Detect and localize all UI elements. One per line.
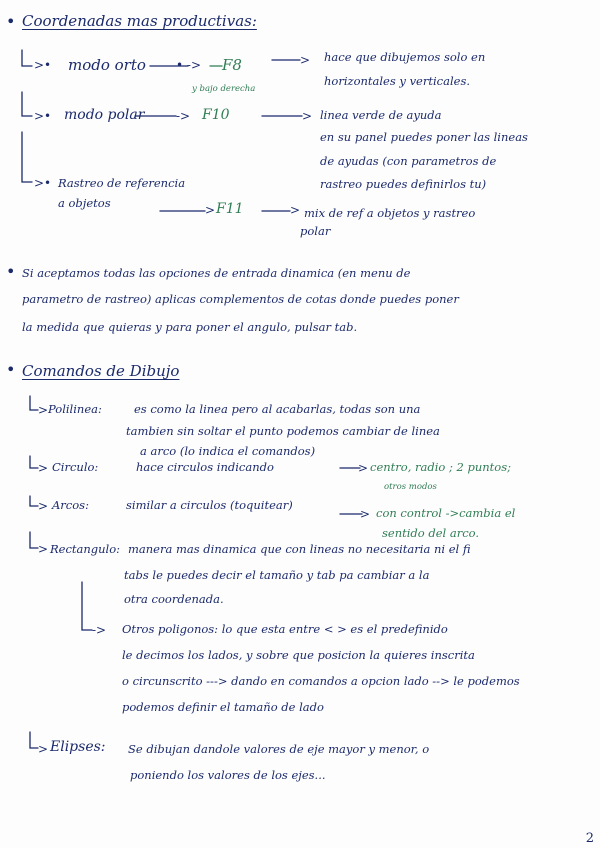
circulo-label: Circulo:	[52, 460, 99, 474]
section1-title: Coordenadas mas productivas:	[22, 12, 257, 30]
polar-desc-3: de ayudas (con parametros de	[320, 154, 497, 168]
arrow-icon: >	[38, 499, 49, 513]
section2-line-2: parametro de rastreo) aplicas complementos de cotas donde puedes poner	[22, 292, 459, 306]
page-number: 2	[585, 831, 594, 846]
orto-note: y bajo derecha	[192, 84, 256, 94]
arrow-icon: >•	[34, 176, 52, 190]
polilinea-line-1: es como la linea pero al acabarlas, todas son una	[134, 402, 421, 416]
polar-key: F10	[202, 107, 230, 123]
rastreo-label-1: Rastreo de referencia	[58, 176, 186, 190]
bullet-icon: •	[6, 360, 16, 379]
arrow-icon: >	[205, 203, 216, 217]
arrow-icon: >•	[34, 109, 52, 123]
arcos-line-1: similar a circulos (toquitear)	[126, 498, 293, 512]
polilinea-label: Polilinea:	[48, 402, 102, 416]
arrow-icon: ->	[176, 109, 191, 123]
circulo-line-1: hace circulos indicando	[136, 460, 274, 474]
rastreo-key: F11	[216, 201, 244, 217]
rectangulo-label: Rectangulo:	[50, 542, 121, 556]
arrow-icon: >	[300, 53, 311, 67]
orto-desc-1: hace que dibujemos solo en	[324, 50, 486, 64]
rectangulo-line-2: tabs le puedes decir el tamaño y tab pa cambiar a la	[124, 568, 430, 582]
arrow-icon: >	[290, 203, 301, 217]
orto-desc-2: horizontales y verticales.	[324, 74, 471, 88]
rastreo-desc-1: mix de ref a objetos y rastreo	[304, 206, 476, 220]
elipses-line-1: Se dibujan dandole valores de eje mayor y menor, o	[128, 742, 430, 756]
arcos-options-1: con control ->cambia el	[376, 506, 516, 520]
polar-desc-2: en su panel puedes poner las lineas	[320, 130, 528, 144]
elipses-line-2: poniendo los valores de los ejes...	[130, 768, 326, 782]
orto-label: modo orto	[68, 56, 146, 74]
polar-desc-4: rastreo puedes definirlos tu)	[320, 177, 487, 191]
rastreo-desc-2: polar	[300, 224, 331, 238]
arrow-icon: >•	[34, 58, 52, 72]
arrow-icon: >	[358, 461, 369, 475]
poligonos-line-4: podemos definir el tamaño de lado	[122, 700, 324, 714]
arrow-icon: >	[360, 507, 371, 521]
poligonos-line-2: le decimos los lados, y sobre que posicion la quieres inscrita	[122, 648, 475, 662]
polar-label: modo polar	[64, 107, 145, 123]
circulo-options-2: otros modos	[384, 482, 437, 492]
rectangulo-line-3: otra coordenada.	[124, 592, 224, 606]
polilinea-line-2: tambien sin soltar el punto podemos cambiar de linea	[126, 424, 440, 438]
bullet-icon: •	[6, 262, 16, 281]
orto-key: F8	[222, 56, 242, 74]
section2-line-3: la medida que quieras y para poner el angulo, pulsar tab.	[22, 320, 358, 334]
arcos-label: Arcos:	[52, 498, 89, 512]
section2-line-1: Si aceptamos todas las opciones de entrada dinamica (en menu de	[22, 266, 411, 280]
dot-arrow-icon: • ->	[176, 58, 202, 72]
arcos-options-2: sentido del arco.	[382, 526, 480, 540]
rectangulo-line-1: manera mas dinamica que con lineas no necesitaria ni el fi	[128, 542, 471, 556]
arrow-icon: >	[38, 742, 49, 756]
arrow-icon: >	[38, 461, 49, 475]
poligonos-line-3: o circunscrito ---> dando en comandos a opcion lado --> le podemos	[122, 674, 520, 688]
polar-desc-1: linea verde de ayuda	[320, 108, 442, 122]
polilinea-line-3: a arco (lo indica el comandos)	[140, 444, 316, 458]
poligonos-line-1: Otros poligonos: lo que esta entre < > es el predefinido	[122, 622, 448, 636]
rastreo-label-2: a objetos	[58, 196, 111, 210]
arrow-icon: ->	[92, 623, 107, 637]
section3-title: Comandos de Dibujo	[22, 362, 180, 380]
bullet-icon: •	[6, 12, 16, 31]
arrow-icon: >	[302, 109, 313, 123]
arrow-icon: >	[38, 403, 49, 417]
elipses-label: Elipses:	[50, 739, 106, 755]
circulo-options-1: centro, radio ; 2 puntos;	[370, 460, 511, 474]
arrow-icon: >	[38, 542, 49, 556]
